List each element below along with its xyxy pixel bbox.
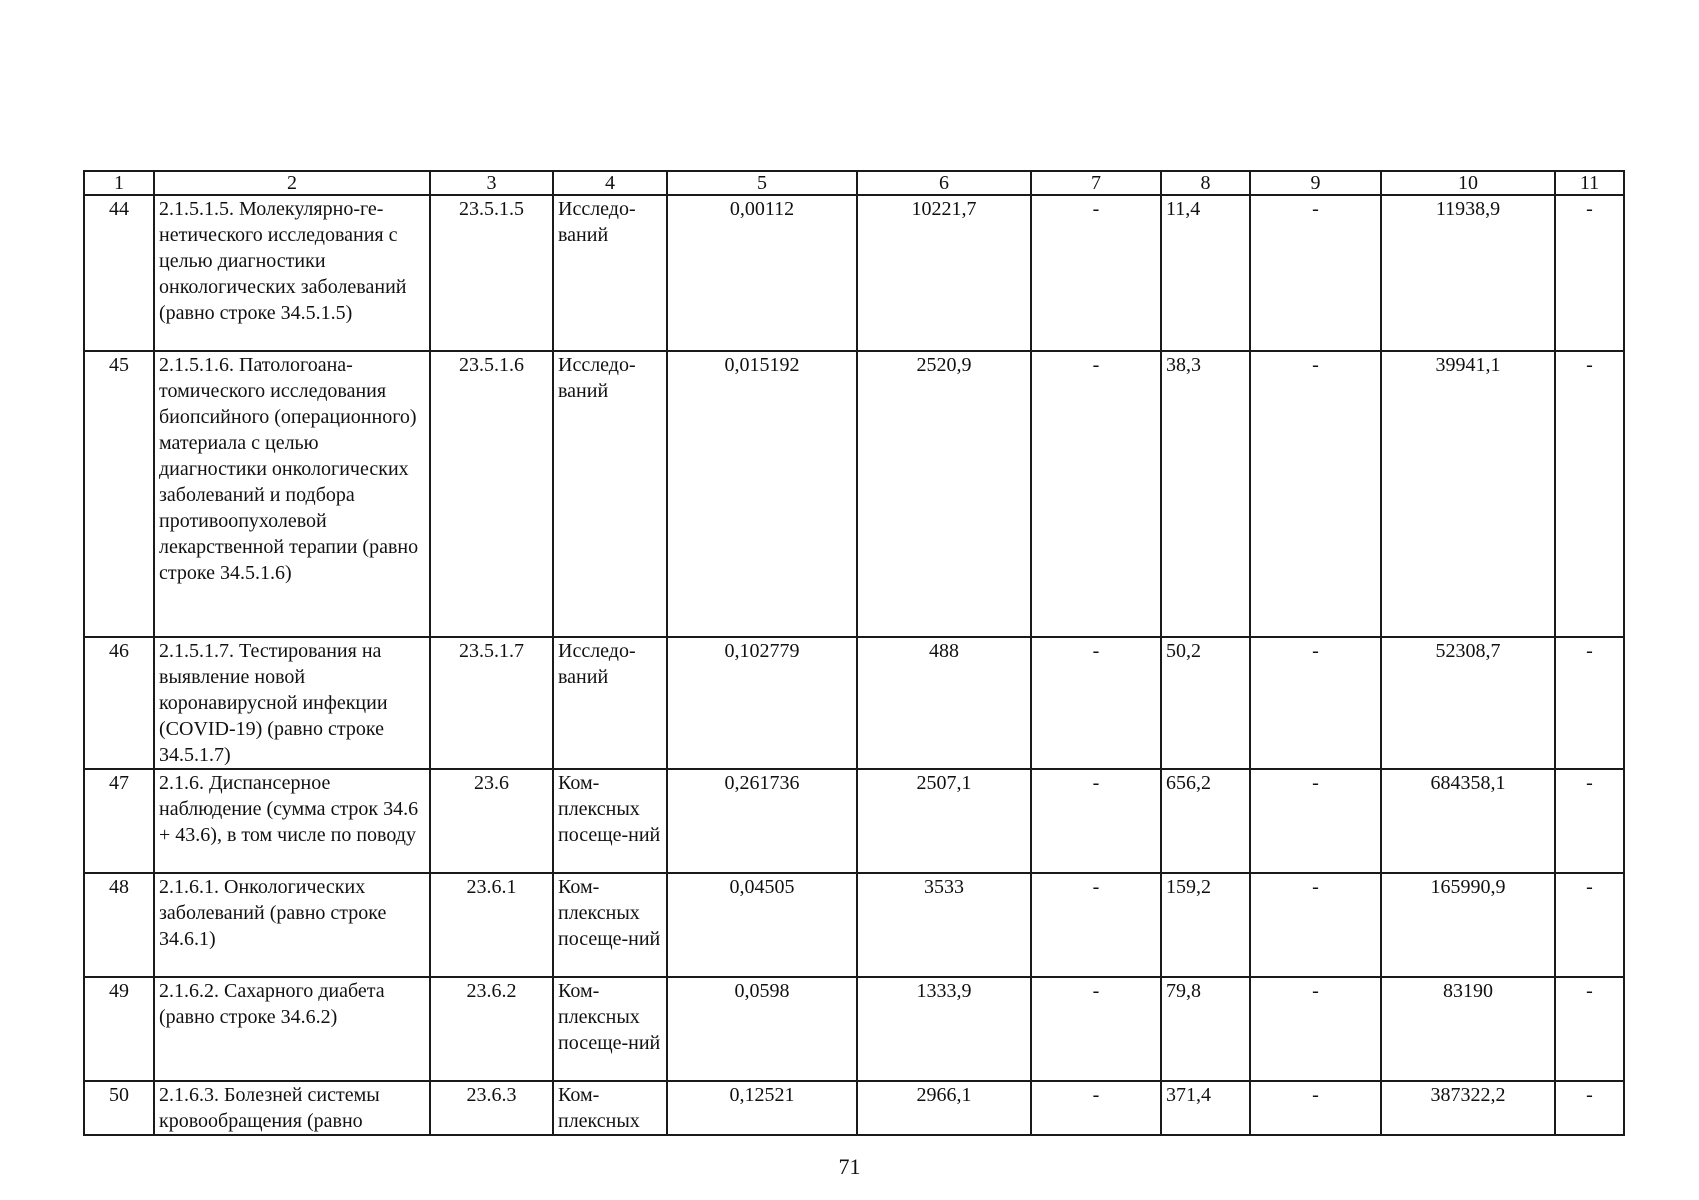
column-number-cell: 5 (667, 171, 857, 195)
value-cell-col9: - (1250, 637, 1381, 769)
value-cell-col7: - (1031, 769, 1161, 873)
value-cell-col8: 11,4 (1161, 195, 1250, 351)
value-cell-col10: 83190 (1381, 977, 1555, 1081)
column-number-cell: 8 (1161, 171, 1250, 195)
value-cell-col9: - (1250, 195, 1381, 351)
line-code-cell: 23.6.1 (430, 873, 553, 977)
table-row (84, 1081, 1624, 1135)
column-number-cell: 11 (1555, 171, 1624, 195)
column-number-cell: 10 (1381, 171, 1555, 195)
value-cell-col10: 165990,9 (1381, 873, 1555, 977)
indicator-name-cell: 2.1.6. Диспансерное наблюдение (сумма строк 34.6 + 43.6), в том числе по поводу (154, 769, 430, 873)
value-cell-col6: 2507,1 (857, 769, 1031, 873)
table-row (84, 769, 1624, 873)
indicator-name-cell: 2.1.5.1.5. Молекулярно-ге-нетического исследования с целью диагностики онкологических заболеваний (равно строке 34.5.1.5) (154, 195, 430, 351)
value-cell-col8: 159,2 (1161, 873, 1250, 977)
value-cell-col7: - (1031, 873, 1161, 977)
value-cell-col9: - (1250, 351, 1381, 637)
value-cell-col6: 1333,9 (857, 977, 1031, 1081)
value-cell-col10: 39941,1 (1381, 351, 1555, 637)
line-code-cell: 23.5.1.6 (430, 351, 553, 637)
table-row (84, 977, 1624, 1081)
table-row (84, 637, 1624, 769)
column-number-cell: 6 (857, 171, 1031, 195)
column-number-cell: 1 (84, 171, 154, 195)
unit-cell: Ком-плексных посеще-ний (553, 769, 667, 873)
row-number-cell: 49 (84, 977, 154, 1081)
value-cell-col10: 684358,1 (1381, 769, 1555, 873)
value-cell-col11: - (1555, 769, 1624, 873)
column-number-cell: 2 (154, 171, 430, 195)
value-cell-col6: 3533 (857, 873, 1031, 977)
value-cell-col11: - (1555, 637, 1624, 769)
page-number: 71 (838, 1154, 861, 1179)
value-cell-col8: 371,4 (1161, 1081, 1250, 1135)
value-cell-col8: 38,3 (1161, 351, 1250, 637)
value-cell-col11: - (1555, 977, 1624, 1081)
row-number-cell: 50 (84, 1081, 154, 1135)
indicator-name-cell: 2.1.6.1. Онкологических заболеваний (равно строке 34.6.1) (154, 873, 430, 977)
column-number-cell: 3 (430, 171, 553, 195)
data-table (83, 170, 1625, 1136)
unit-cell: Исследо-ваний (553, 637, 667, 769)
row-number-cell: 45 (84, 351, 154, 637)
value-cell-col5: 0,102779 (667, 637, 857, 769)
value-cell-col7: - (1031, 351, 1161, 637)
table-row (84, 195, 1624, 351)
unit-cell: Ком-плексных посеще-ний (553, 873, 667, 977)
indicator-name-cell: 2.1.6.2. Сахарного диабета (равно строке 34.6.2) (154, 977, 430, 1081)
value-cell-col5: 0,015192 (667, 351, 857, 637)
column-number-cell: 7 (1031, 171, 1161, 195)
line-code-cell: 23.5.1.5 (430, 195, 553, 351)
value-cell-col6: 488 (857, 637, 1031, 769)
row-number-cell: 47 (84, 769, 154, 873)
indicator-name-cell: 2.1.6.3. Болезней системы кровообращения (равно (154, 1081, 430, 1135)
value-cell-col11: - (1555, 195, 1624, 351)
unit-cell: Ком-плексных посеще-ний (553, 977, 667, 1081)
value-cell-col10: 11938,9 (1381, 195, 1555, 351)
value-cell-col9: - (1250, 977, 1381, 1081)
value-cell-col11: - (1555, 873, 1624, 977)
line-code-cell: 23.6.2 (430, 977, 553, 1081)
indicator-name-cell: 2.1.5.1.7. Тестирования на выявление новой коронавирусной инфекции (COVID-19) (равно строке 34.5.1.7) (154, 637, 430, 769)
column-number-cell: 9 (1250, 171, 1381, 195)
value-cell-col7: - (1031, 1081, 1161, 1135)
value-cell-col7: - (1031, 637, 1161, 769)
value-cell-col10: 52308,7 (1381, 637, 1555, 769)
value-cell-col7: - (1031, 195, 1161, 351)
indicator-name-cell: 2.1.5.1.6. Патологоана-томического исследования биопсийного (операционного) материала с целью диагностики онкологических заболеваний и подбора противоопухолевой лекарственной терапии (равно строке 34.5.1.6) (154, 351, 430, 637)
table-row (84, 873, 1624, 977)
value-cell-col9: - (1250, 1081, 1381, 1135)
value-cell-col10: 387322,2 (1381, 1081, 1555, 1135)
value-cell-col5: 0,04505 (667, 873, 857, 977)
unit-cell: Ком-плексных (553, 1081, 667, 1135)
column-number-cell: 4 (553, 171, 667, 195)
value-cell-col11: - (1555, 1081, 1624, 1135)
value-cell-col5: 0,12521 (667, 1081, 857, 1135)
value-cell-col5: 0,0598 (667, 977, 857, 1081)
value-cell-col8: 50,2 (1161, 637, 1250, 769)
unit-cell: Исследо-ваний (553, 195, 667, 351)
value-cell-col9: - (1250, 769, 1381, 873)
line-code-cell: 23.6 (430, 769, 553, 873)
line-code-cell: 23.6.3 (430, 1081, 553, 1135)
unit-cell: Исследо-ваний (553, 351, 667, 637)
value-cell-col8: 656,2 (1161, 769, 1250, 873)
value-cell-col9: - (1250, 873, 1381, 977)
table-row (84, 351, 1624, 637)
value-cell-col11: - (1555, 351, 1624, 637)
value-cell-col6: 10221,7 (857, 195, 1031, 351)
row-number-cell: 48 (84, 873, 154, 977)
value-cell-col6: 2966,1 (857, 1081, 1031, 1135)
row-number-cell: 44 (84, 195, 154, 351)
value-cell-col8: 79,8 (1161, 977, 1250, 1081)
column-number-row (84, 171, 1624, 195)
value-cell-col5: 0,00112 (667, 195, 857, 351)
value-cell-col6: 2520,9 (857, 351, 1031, 637)
value-cell-col7: - (1031, 977, 1161, 1081)
value-cell-col5: 0,261736 (667, 769, 857, 873)
line-code-cell: 23.5.1.7 (430, 637, 553, 769)
row-number-cell: 46 (84, 637, 154, 769)
